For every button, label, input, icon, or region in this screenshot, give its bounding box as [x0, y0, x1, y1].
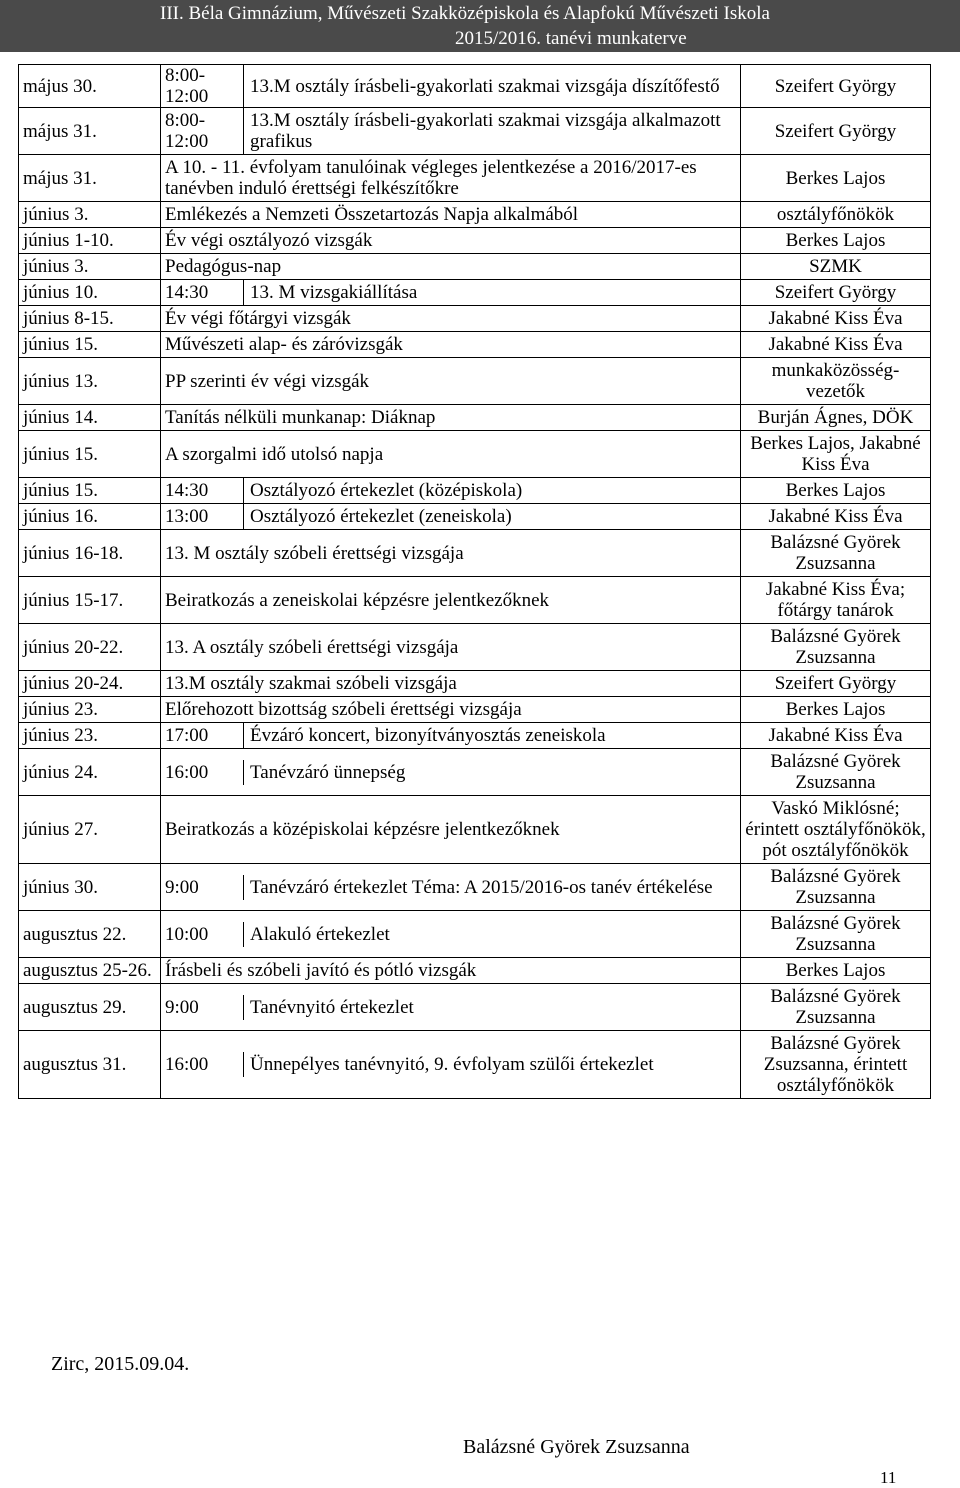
event-cell	[161, 577, 741, 624]
responsible-cell: Szeifert György	[741, 108, 931, 155]
responsible-cell: Berkes Lajos	[741, 478, 931, 504]
event-cell-content	[165, 997, 736, 1018]
event-cell-content	[165, 371, 736, 392]
event-cell-content	[165, 673, 736, 694]
event-cell-content	[165, 960, 736, 981]
event-cell-content	[165, 157, 736, 199]
event-cell-content	[165, 877, 736, 898]
header-school-name: III. Béla Gimnázium, Művészeti Szakközépiskola és Alapfokú Művészeti Iskola	[160, 3, 770, 24]
event-description: 13.M osztály írásbeli-gyakorlati szakmai vizsgája díszítőfestő	[250, 75, 720, 97]
schedule-table-body	[19, 65, 931, 1099]
event-cell	[161, 431, 741, 478]
date-cell: június 1-10.	[19, 228, 161, 254]
table-row	[19, 530, 931, 577]
table-row	[19, 1031, 931, 1099]
responsible-cell: Balázsné Györek Zsuzsanna	[741, 749, 931, 796]
date-cell: június 15.	[19, 431, 161, 478]
date-cell: június 20-24.	[19, 671, 161, 697]
table-row	[19, 671, 931, 697]
event-cell-content	[165, 543, 736, 564]
responsible-cell: Berkes Lajos	[741, 155, 931, 202]
event-cell-content	[165, 334, 736, 355]
event-description: 13. A osztály szóbeli érettségi vizsgája	[165, 636, 459, 658]
event-description: Művészeti alap- és záróvizsgák	[165, 334, 403, 355]
date-cell: június 24.	[19, 749, 161, 796]
date-cell: június 8-15.	[19, 306, 161, 332]
event-cell-content	[165, 637, 736, 658]
responsible-cell: munkaközösség-vezetők	[741, 358, 931, 405]
time-text: 8:00-12:00	[161, 108, 244, 154]
event-description: 13. M vizsgakiállítása	[250, 282, 418, 303]
event-cell	[161, 228, 741, 254]
schedule-table	[18, 64, 931, 1099]
event-description: Beiratkozás a zeneiskolai képzésre jelentkezőknek	[165, 589, 550, 611]
date-cell: május 31.	[19, 108, 161, 155]
event-description: PP szerinti év végi vizsgák	[165, 370, 370, 392]
event-description: Osztályozó értekezlet (középiskola)	[250, 480, 523, 501]
event-cell	[161, 306, 741, 332]
event-description: Emlékezés a Nemzeti Összetartozás Napja alkalmából	[165, 204, 579, 225]
table-row	[19, 697, 931, 723]
event-cell-content	[165, 725, 736, 746]
responsible-cell: Szeifert György	[741, 65, 931, 108]
event-description: 13. M osztály szóbeli érettségi vizsgája	[165, 542, 464, 564]
event-description: Ünnepélyes tanévnyitó, 9. évfolyam szülői értekezlet	[250, 1054, 654, 1075]
event-description: 13.M osztály írásbeli-gyakorlati szakmai vizsgája alkalmazott grafikus	[250, 110, 721, 152]
event-cell	[161, 864, 741, 911]
responsible-cell: Berkes Lajos, Jakabné Kiss Éva	[741, 431, 931, 478]
table-row	[19, 65, 931, 108]
table-row	[19, 984, 931, 1031]
table-row	[19, 958, 931, 984]
table-row	[19, 431, 931, 478]
event-description: Tanévzáró ünnepség	[250, 761, 406, 783]
event-description: Évzáró koncert, bizonyítványosztás zeneiskola	[250, 725, 606, 746]
event-cell	[161, 723, 741, 749]
table-row	[19, 332, 931, 358]
time-text: 17:00	[161, 723, 244, 748]
date-cell: június 3.	[19, 202, 161, 228]
event-cell-content	[165, 480, 736, 501]
table-row	[19, 723, 931, 749]
responsible-cell: Jakabné Kiss Éva	[741, 306, 931, 332]
event-description: Év végi főtárgyi vizsgák	[165, 308, 351, 329]
table-row	[19, 280, 931, 306]
event-cell-content	[165, 308, 736, 329]
table-row	[19, 306, 931, 332]
event-cell-content	[165, 256, 736, 277]
responsible-cell: Jakabné Kiss Éva; főtárgy tanárok	[741, 577, 931, 624]
responsible-cell: Balázsné Györek Zsuzsanna	[741, 864, 931, 911]
event-cell	[161, 108, 741, 155]
responsible-cell: Balázsné Györek Zsuzsanna	[741, 624, 931, 671]
responsible-cell: osztályfőnökök	[741, 202, 931, 228]
event-cell	[161, 280, 741, 306]
date-cell: június 16.	[19, 504, 161, 530]
event-cell-content	[165, 444, 736, 465]
responsible-cell: Balázsné Györek Zsuzsanna	[741, 530, 931, 577]
table-row	[19, 577, 931, 624]
event-cell	[161, 530, 741, 577]
event-cell-content	[165, 407, 736, 428]
event-cell	[161, 958, 741, 984]
time-text: 10:00	[161, 922, 244, 947]
time-text: 14:30	[161, 280, 244, 305]
event-cell-content	[165, 699, 736, 720]
event-cell-content	[165, 67, 736, 105]
date-cell: május 31.	[19, 155, 161, 202]
time-text: 16:00	[161, 1052, 244, 1077]
header-document-title: 2015/2016. tanévi munkaterve	[455, 28, 687, 49]
date-cell: június 16-18.	[19, 530, 161, 577]
table-row	[19, 911, 931, 958]
signer-name: Balázsné Györek Zsuzsanna	[463, 1436, 690, 1458]
date-cell: június 10.	[19, 280, 161, 306]
responsible-cell: Berkes Lajos	[741, 958, 931, 984]
event-description: Osztályozó értekezlet (zeneiskola)	[250, 506, 512, 527]
table-row	[19, 405, 931, 431]
table-row	[19, 358, 931, 405]
event-description: Év végi osztályozó vizsgák	[165, 230, 373, 251]
event-description: Tanévnyitó értekezlet	[250, 996, 414, 1018]
page-header	[0, 0, 960, 52]
event-cell	[161, 796, 741, 864]
responsible-cell: Szeifert György	[741, 280, 931, 306]
table-row	[19, 624, 931, 671]
event-cell-content	[165, 506, 736, 527]
responsible-cell: Jakabné Kiss Éva	[741, 723, 931, 749]
page-number: 11	[880, 1468, 897, 1487]
event-cell	[161, 405, 741, 431]
responsible-cell: Vaskó Miklósné; érintett osztályfőnökök, pót osztályfőnökök	[741, 796, 931, 864]
event-cell-content	[165, 230, 736, 251]
date-cell: június 15-17.	[19, 577, 161, 624]
date-cell: június 23.	[19, 697, 161, 723]
table-row	[19, 504, 931, 530]
event-description: 13.M osztály szakmai szóbeli vizsgája	[165, 673, 457, 694]
event-cell	[161, 984, 741, 1031]
event-description: Tanévzáró értekezlet Téma: A 2015/2016-os tanév értékelése	[250, 876, 713, 898]
event-cell-content	[165, 110, 736, 152]
date-cell: június 20-22.	[19, 624, 161, 671]
time-text: 8:00-12:00	[161, 65, 244, 107]
table-row	[19, 228, 931, 254]
responsible-cell: Jakabné Kiss Éva	[741, 332, 931, 358]
event-cell	[161, 671, 741, 697]
time-text: 9:00	[161, 995, 244, 1020]
event-description: A szorgalmi idő utolsó napja	[165, 443, 384, 465]
responsible-cell: Berkes Lajos	[741, 228, 931, 254]
event-cell-content	[165, 590, 736, 611]
event-description: Tanítás nélküli munkanap: Diáknap	[165, 407, 436, 428]
date-cell: június 14.	[19, 405, 161, 431]
event-cell	[161, 1031, 741, 1099]
table-row	[19, 155, 931, 202]
event-description: Írásbeli és szóbeli javító és pótló vizsgák	[165, 960, 477, 981]
event-cell-content	[165, 282, 736, 303]
date-cell: június 30.	[19, 864, 161, 911]
responsible-cell: Berkes Lajos	[741, 697, 931, 723]
date-cell: augusztus 22.	[19, 911, 161, 958]
event-cell	[161, 697, 741, 723]
table-row	[19, 254, 931, 280]
responsible-cell: Jakabné Kiss Éva	[741, 504, 931, 530]
responsible-cell: SZMK	[741, 254, 931, 280]
date-cell: augusztus 29.	[19, 984, 161, 1031]
event-cell-content	[165, 1054, 736, 1075]
responsible-cell: Balázsné Györek Zsuzsanna	[741, 911, 931, 958]
event-description: A 10. - 11. évfolyam tanulóinak végleges jelentkezése a 2016/2017-es tanévben induló érettségi felkészítőkre	[165, 157, 697, 199]
date-cell: június 23.	[19, 723, 161, 749]
date-cell: május 30.	[19, 65, 161, 108]
table-row	[19, 202, 931, 228]
event-cell-content	[165, 204, 736, 225]
event-cell-content	[165, 924, 736, 945]
event-cell	[161, 911, 741, 958]
event-cell	[161, 504, 741, 530]
event-cell	[161, 332, 741, 358]
event-cell-content	[165, 819, 736, 840]
place-date: Zirc, 2015.09.04.	[51, 1353, 190, 1375]
event-cell	[161, 358, 741, 405]
table-row	[19, 864, 931, 911]
event-description: Beiratkozás a középiskolai képzésre jelentkezőknek	[165, 819, 560, 840]
time-text: 14:30	[161, 478, 244, 503]
event-description: Alakuló értekezlet	[250, 923, 390, 945]
responsible-cell: Balázsné Györek Zsuzsanna	[741, 984, 931, 1031]
event-cell	[161, 65, 741, 108]
event-cell	[161, 202, 741, 228]
responsible-cell: Burján Ágnes, DÖK	[741, 405, 931, 431]
date-cell: június 3.	[19, 254, 161, 280]
table-row	[19, 749, 931, 796]
time-text: 9:00	[161, 875, 244, 900]
table-row	[19, 796, 931, 864]
event-cell	[161, 254, 741, 280]
date-cell: augusztus 31.	[19, 1031, 161, 1099]
time-text: 16:00	[161, 760, 244, 785]
table-row	[19, 108, 931, 155]
event-cell-content	[165, 762, 736, 783]
event-cell	[161, 478, 741, 504]
event-description: Előrehozott bizottság szóbeli érettségi vizsgája	[165, 699, 522, 720]
time-text: 13:00	[161, 504, 244, 529]
date-cell: augusztus 25-26.	[19, 958, 161, 984]
responsible-cell: Balázsné Györek Zsuzsanna, érintett osztályfőnökök	[741, 1031, 931, 1099]
date-cell: június 13.	[19, 358, 161, 405]
event-description: Pedagógus-nap	[165, 256, 282, 277]
date-cell: június 15.	[19, 332, 161, 358]
event-cell	[161, 155, 741, 202]
date-cell: június 15.	[19, 478, 161, 504]
responsible-cell: Szeifert György	[741, 671, 931, 697]
date-cell: június 27.	[19, 796, 161, 864]
table-row	[19, 478, 931, 504]
event-cell	[161, 624, 741, 671]
event-cell	[161, 749, 741, 796]
